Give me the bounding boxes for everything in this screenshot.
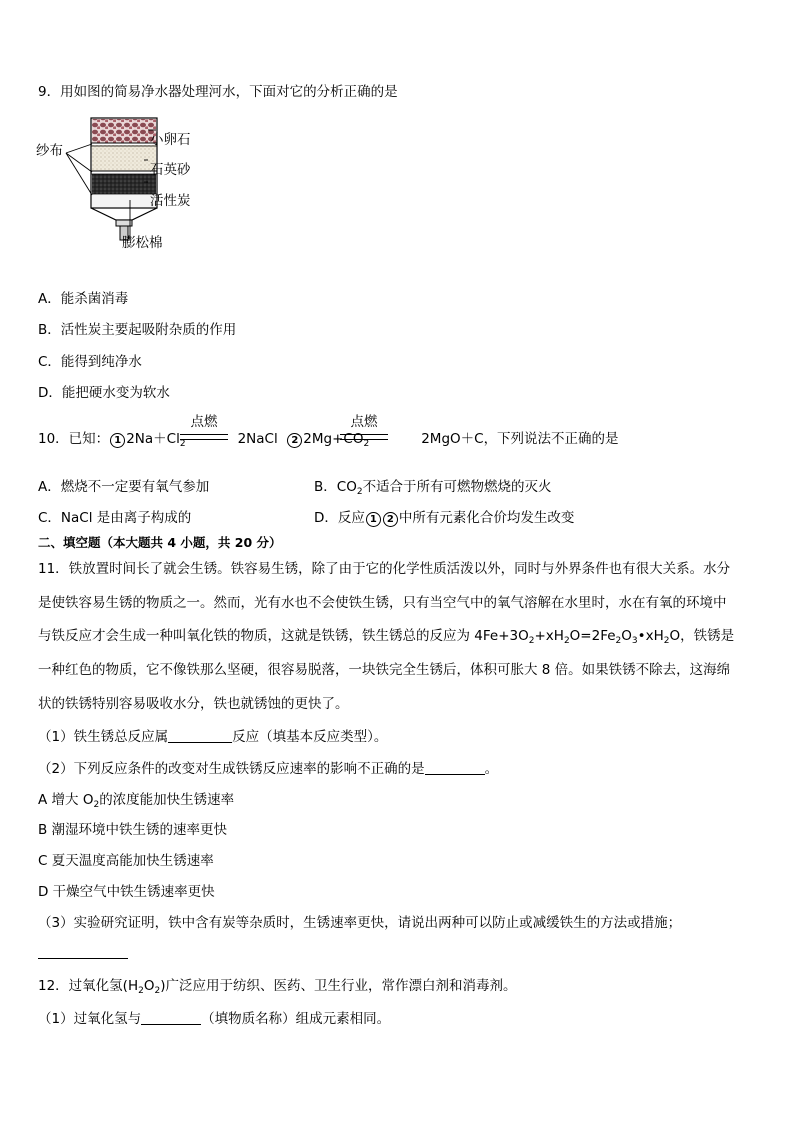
label-gauze: 纱布 bbox=[36, 143, 63, 159]
eq2-left: 2Mg+CO bbox=[303, 431, 364, 447]
q11-sub2-post: 。 bbox=[484, 761, 499, 777]
q12-stem-post: )广泛应用于纺织、医药、卫生行业，常作漂白剂和消毒剂。 bbox=[160, 978, 517, 994]
equation-sign-1 bbox=[180, 434, 228, 440]
q12-stem-mid: O bbox=[143, 978, 155, 994]
q12-sub1-pre: （1）过氧化氢与 bbox=[38, 1011, 142, 1027]
answer-blank-q11-2[interactable] bbox=[425, 760, 485, 775]
funnel-bottom bbox=[91, 208, 157, 220]
cotton-layer bbox=[92, 194, 156, 207]
label-sand: 石英砂 bbox=[150, 162, 191, 178]
q10-option-c: C．NaCl 是由离子构成的 bbox=[38, 510, 192, 526]
section-heading: 二、填空题（本大题共 4 小题，共 20 分） bbox=[38, 535, 282, 550]
q10-option-d bbox=[314, 508, 574, 528]
q11-p3-sub3: 2 bbox=[615, 636, 622, 646]
q11-sub1-post: 反应（填基本反应类型）。 bbox=[232, 729, 388, 745]
q11-sub1 bbox=[38, 727, 387, 747]
q9-stem: 9．用如图的简易净水器处理河水，下面对它的分析正确的是 bbox=[38, 84, 398, 100]
answer-blank-q11-1[interactable] bbox=[168, 728, 232, 743]
q11-option-d: D 干燥空气中铁生锈速率更快 bbox=[38, 884, 215, 900]
q10-option-d-pre: D．反应 bbox=[314, 510, 365, 526]
pebble-layer bbox=[92, 119, 156, 143]
label-carbon: 活性炭 bbox=[150, 193, 191, 209]
q11-option-b: B 潮湿环境中铁生锈的速率更快 bbox=[38, 822, 228, 838]
q11-p3-sub4: 3 bbox=[631, 636, 638, 646]
q11-paragraph-line5: 状的铁锈特别容易吸收水分，铁也就锈蚀的更快了。 bbox=[38, 696, 349, 712]
q11-paragraph-line2: 是使铁容易生锈的物质之一。然而，光有水也不会使铁生锈，只有当空气中的氧气溶解在水里时，水在有氧的环境中 bbox=[38, 595, 727, 611]
q12-stem-sub2: 2 bbox=[154, 986, 161, 996]
q10-option-b bbox=[314, 477, 552, 502]
q10-option-b-post: 不适合于所有可燃物燃烧的灭火 bbox=[362, 479, 552, 495]
q11-p3-mid4: •xH bbox=[637, 628, 664, 644]
q11-sub3: （3）实验研究证明，铁中含有炭等杂质时，生锈速率更快，请说出两种可以防止或减缓铁生的方法或措施； bbox=[38, 915, 682, 931]
q11-p3-sub1: 2 bbox=[528, 636, 535, 646]
q12-sub1-post: （填物质名称）组成元素相同。 bbox=[201, 1011, 391, 1027]
q12-stem bbox=[38, 976, 517, 1001]
sand-layer bbox=[92, 145, 156, 171]
q11-option-a bbox=[38, 790, 234, 815]
eq2-left-sub: 2 bbox=[363, 439, 370, 449]
eq2-right: 2MgO＋C bbox=[421, 431, 484, 447]
eq1-left-sub: 2 bbox=[179, 439, 186, 449]
q9-option-a: A．能杀菌消毒 bbox=[38, 291, 129, 307]
circle-number-1: 1 bbox=[110, 433, 125, 448]
q11-sub2-pre: （2）下列反应条件的改变对生成铁锈反应速率的影响不正确的是 bbox=[38, 761, 425, 777]
q9-option-b: B．活性炭主要起吸附杂质的作用 bbox=[38, 322, 237, 338]
circle-number-2: 2 bbox=[287, 433, 302, 448]
q10-option-a: A．燃烧不一定要有氧气参加 bbox=[38, 479, 210, 495]
q11-p3-sub2: 2 bbox=[563, 636, 570, 646]
eq1-left: 2Na＋Cl bbox=[126, 431, 180, 447]
q11-p3-mid2: O=2Fe bbox=[569, 628, 616, 644]
q11-p3-pre: 与铁反应才会生成一种叫氧化铁的物质，这就是铁锈，铁生锈总的反应为 4Fe+3O bbox=[38, 628, 529, 644]
q11-p3-post: O，铁锈是 bbox=[669, 628, 735, 644]
q11-p3-mid1: +xH bbox=[534, 628, 564, 644]
q12-stem-pre: 12．过氧化氢(H bbox=[38, 978, 139, 994]
q10-option-b-sub: 2 bbox=[356, 487, 363, 497]
water-filter-diagram bbox=[36, 108, 236, 258]
q11-option-a-post: 的浓度能加快生锈速率 bbox=[99, 792, 235, 808]
equation-sign-2 bbox=[340, 434, 388, 440]
q10-prefix: 10．已知： bbox=[38, 431, 110, 447]
reaction-condition-1: 点燃 bbox=[190, 414, 218, 430]
q11-p3-sub5: 2 bbox=[663, 636, 670, 646]
q9-option-d: D．能把硬水变为软水 bbox=[38, 385, 170, 401]
q10-stem bbox=[38, 429, 619, 454]
q11-paragraph-line3 bbox=[38, 626, 734, 651]
q10-suffix: ，下列说法不正确的是 bbox=[483, 431, 619, 447]
q11-option-c: C 夏天温度高能加快生锈速率 bbox=[38, 853, 214, 869]
q12-sub1 bbox=[38, 1009, 390, 1029]
q11-option-a-pre: A 增大 O bbox=[38, 792, 94, 808]
label-cotton: 膨松棉 bbox=[122, 235, 163, 251]
q11-p3-mid3: O bbox=[621, 628, 632, 644]
q11-paragraph-line4: 一种红色的物质，它不像铁那么坚硬，很容易脱落，一块铁完全生锈后，体积可胀大 8 倍。如果铁锈不除去，这海绵 bbox=[38, 662, 731, 678]
circle-number-2: 2 bbox=[383, 512, 398, 527]
answer-blank-q12-1[interactable] bbox=[141, 1010, 201, 1025]
circle-number-1: 1 bbox=[366, 512, 381, 527]
q10-option-b-pre: B．CO bbox=[314, 479, 357, 495]
carbon-layer bbox=[92, 174, 156, 194]
reaction-condition-2: 点燃 bbox=[350, 414, 378, 430]
eq1-right: 2NaCl bbox=[237, 431, 278, 447]
q11-option-a-sub: 2 bbox=[93, 800, 100, 810]
q9-option-c: C．能得到纯净水 bbox=[38, 354, 142, 370]
q11-sub2 bbox=[38, 759, 498, 779]
q11-sub1-pre: （1）铁生锈总反应属 bbox=[38, 729, 169, 745]
label-pebble: 小卵石 bbox=[150, 132, 191, 148]
q12-stem-sub1: 2 bbox=[138, 986, 144, 996]
q11-paragraph-line1: 11．铁放置时间长了就会生锈。铁容易生锈，除了由于它的化学性质活泼以外，同时与外界条件也有很大关系。水分 bbox=[38, 561, 731, 577]
answer-blank-q11-3[interactable] bbox=[38, 958, 128, 959]
q10-option-d-post: 中所有元素化合价均发生改变 bbox=[398, 510, 575, 526]
